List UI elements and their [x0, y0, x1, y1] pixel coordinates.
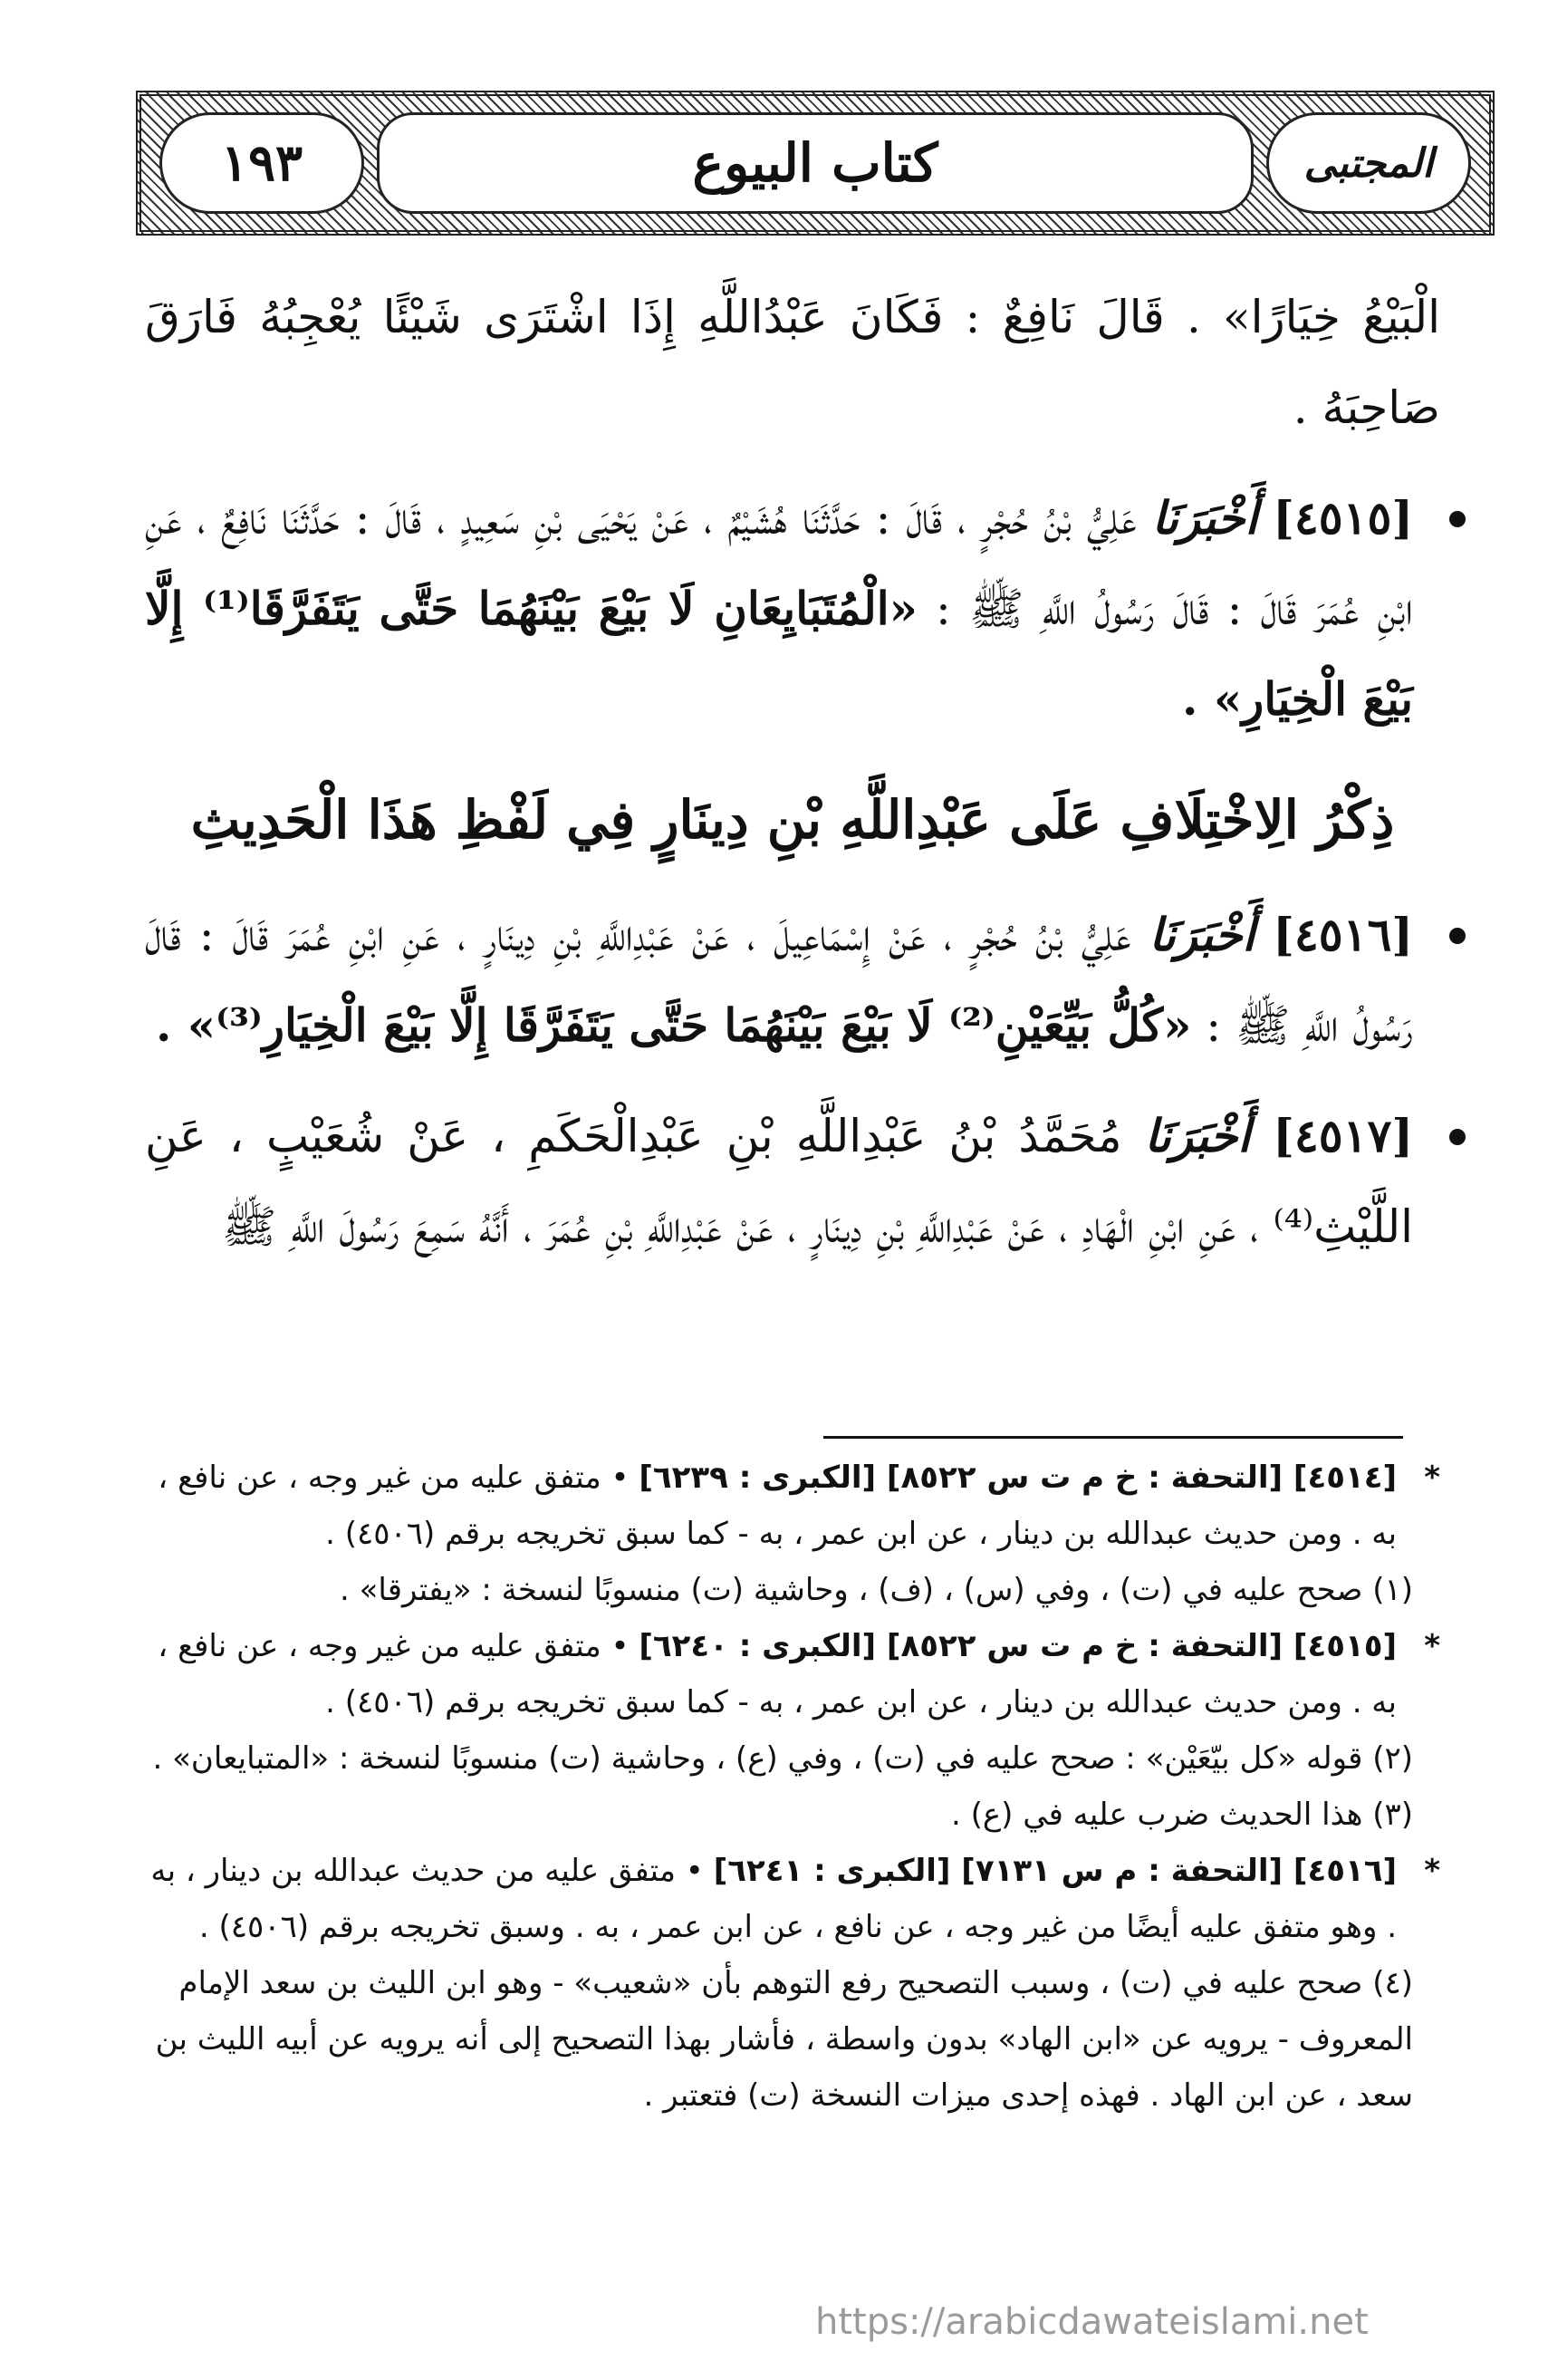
- continuation-line: الْبَيْعُ خِيَارًا» . قَالَ نَافِعٌ : فَكَانَ عَبْدُاللَّهِ إِذَا اشْتَرَى شَيْئًا يُعْجِبُهُ فَارَقَ صَاحِبَهُ .: [145, 291, 1440, 434]
- chapter-title: كتاب البيوع: [692, 132, 938, 194]
- hadith-number: [٤٥١٥]: [1273, 491, 1413, 544]
- book-logo-cartouche: [1266, 112, 1471, 214]
- footnote-head: [٤٥١٥] [التحفة : خ م ت س ٨٥٢٢] [الكبرى : ٦٢٤٠]: [639, 1628, 1397, 1664]
- footnote-4514: [136, 1450, 1440, 1562]
- footnote-1: (١) صحح عليه في (ت) ، وفي (س) ، (ف) ، وحاشية (ت) منسوبًا لنسخة : «يفترقا» .: [340, 1572, 1413, 1608]
- hadith-number: [٤٥١٧]: [1273, 1109, 1413, 1162]
- page-number-cartouche: [159, 112, 364, 214]
- footnotes: [136, 1450, 1440, 2124]
- akhbarana-word: أَخْبَرَنَا: [1144, 1109, 1251, 1162]
- asterisk-icon: *: [1424, 1853, 1440, 1889]
- book-logo: المجتبى: [1303, 140, 1434, 187]
- isnad-text: عَلِيُّ بْنُ حُجْرٍ ، عَنْ إِسْمَاعِيلَ ، عَنْ عَبْدِاللَّهِ بْنِ دِينَارٍ ، عَنِ ابْنِ عُمَرَ قَالَ : قَالَ رَسُولُ اللَّهِ ﷺ :: [145, 909, 1413, 1052]
- main-text: [145, 272, 1440, 1272]
- footnote-2: (٢) قوله «كل بيّعَيْن» : صحح عليه في (ت) ، وفي (ع) ، وحاشية (ت) منسوبًا لنسخة : «المتبايعان» .: [152, 1740, 1413, 1777]
- footnote-text: • متفق عليه من حديث عبدالله بن دينار ، به . وهو متفق عليه أيضًا من غير وجه ، عن نافع ، عن ابن عمر ، به . وسبق تخريجه برقم (٤٥٠٦) .: [150, 1853, 1397, 1945]
- akhbarana-word: أَخْبَرَنَا: [1149, 908, 1255, 961]
- akhbarana-word: أَخْبَرَنَا: [1151, 491, 1258, 544]
- footnote-divider: [823, 1436, 1403, 1439]
- watermark-url: https://arabicdawateislami.net: [815, 2301, 1369, 2343]
- footnote-3: (٣) هذا الحديث ضرب عليه في (ع) .: [950, 1797, 1413, 1833]
- asterisk-icon: *: [1424, 1628, 1440, 1664]
- bullet-icon: [1449, 1129, 1466, 1145]
- hadith-4516: [145, 890, 1440, 1071]
- matn-quote: «كُلُّ بَيِّعَيْنِ⁽²⁾ لَا بَيْعَ بَيْنَهُمَا حَتَّى يَتَفَرَّقَا إِلَّا بَيْعَ الْخِيَارِ⁽³⁾» .: [156, 998, 1192, 1052]
- bullet-icon: [1449, 511, 1466, 527]
- footnote-head: [٤٥١٦] [التحفة : م س ٧١٣١] [الكبرى : ٦٢٤١]: [713, 1853, 1397, 1889]
- hadith-4515: [145, 473, 1440, 745]
- matn-quote: «الْمُتَبَايِعَانِ لَا بَيْعَ بَيْنَهُمَا حَتَّى يَتَفَرَّقَا⁽¹⁾ إِلَّا بَيْعَ الْخِيَارِ» .: [145, 582, 1413, 726]
- isnad-text: عَلِيُّ بْنُ حُجْرٍ ، قَالَ : حَدَّثَنَا هُشَيْمٌ ، عَنْ يَحْيَى بْنِ سَعِيدٍ ، قَالَ : حَدَّثَنَا نَافِعٌ ، عَنِ ابْنِ عُمَرَ قَالَ : قَالَ رَسُولُ اللَّهِ ﷺ :: [145, 492, 1413, 635]
- footnote-text: • متفق عليه من غير وجه ، عن نافع ، به . ومن حديث عبدالله بن دينار ، عن ابن عمر ، به - كما سبق تخريجه برقم (٤٥٠٦) .: [158, 1460, 1397, 1552]
- page-header: [136, 91, 1495, 236]
- hadith-4517: [145, 1091, 1440, 1272]
- section-heading: ذِكْرُ الِاخْتِلَافِ عَلَى عَبْدِاللَّهِ بْنِ دِينَارٍ فِي لَفْظِ هَذَا الْحَدِيثِ: [190, 789, 1395, 851]
- isnad-text: مُحَمَّدُ بْنُ عَبْدِاللَّهِ بْنِ عَبْدِالْحَكَمِ ، عَنْ شُعَيْبٍ ، عَنِ اللَّيْثِ⁽⁴⁾ ، عَنِ ابْنِ الْهَادِ ، عَنْ عَبْدِاللَّهِ بْنِ دِينَارٍ ، عَنْ عَبْدِاللَّهِ بْنِ عُمَرَ ، أَنَّهُ سَمِعَ رَسُولَ اللَّهِ ﷺ: [145, 1110, 1413, 1253]
- footnote-4515: [136, 1618, 1440, 1730]
- footnote-head: [٤٥١٤] [التحفة : خ م ت س ٨٥٢٢] [الكبرى : ٦٢٣٩]: [639, 1460, 1397, 1496]
- hadith-number: [٤٥١٦]: [1273, 908, 1413, 961]
- footnote-text: • متفق عليه من غير وجه ، عن نافع ، به . ومن حديث عبدالله بن دينار ، عن ابن عمر ، به - كما سبق تخريجه برقم (٤٥٠٦) .: [158, 1628, 1397, 1720]
- footnote-4: (٤) صحح عليه في (ت) ، وسبب التصحيح رفع التوهم بأن «شعيب» - وهو ابن الليث بن سعد الإمام المعروف - يرويه عن «ابن الهاد» بدون واسطة ، فأشار بهذا التصحيح إلى أنه يرويه عن أبيه الليث بن سعد ، عن ابن الهاد . فهذه إحدى ميزات النسخة (ت) فتعتبر .: [155, 1965, 1413, 2114]
- bullet-icon: [1449, 928, 1466, 944]
- chapter-title-frame: [377, 112, 1254, 214]
- footnote-4516: [136, 1843, 1440, 1955]
- page-number: ١٩٣: [220, 133, 303, 193]
- asterisk-icon: *: [1424, 1460, 1440, 1496]
